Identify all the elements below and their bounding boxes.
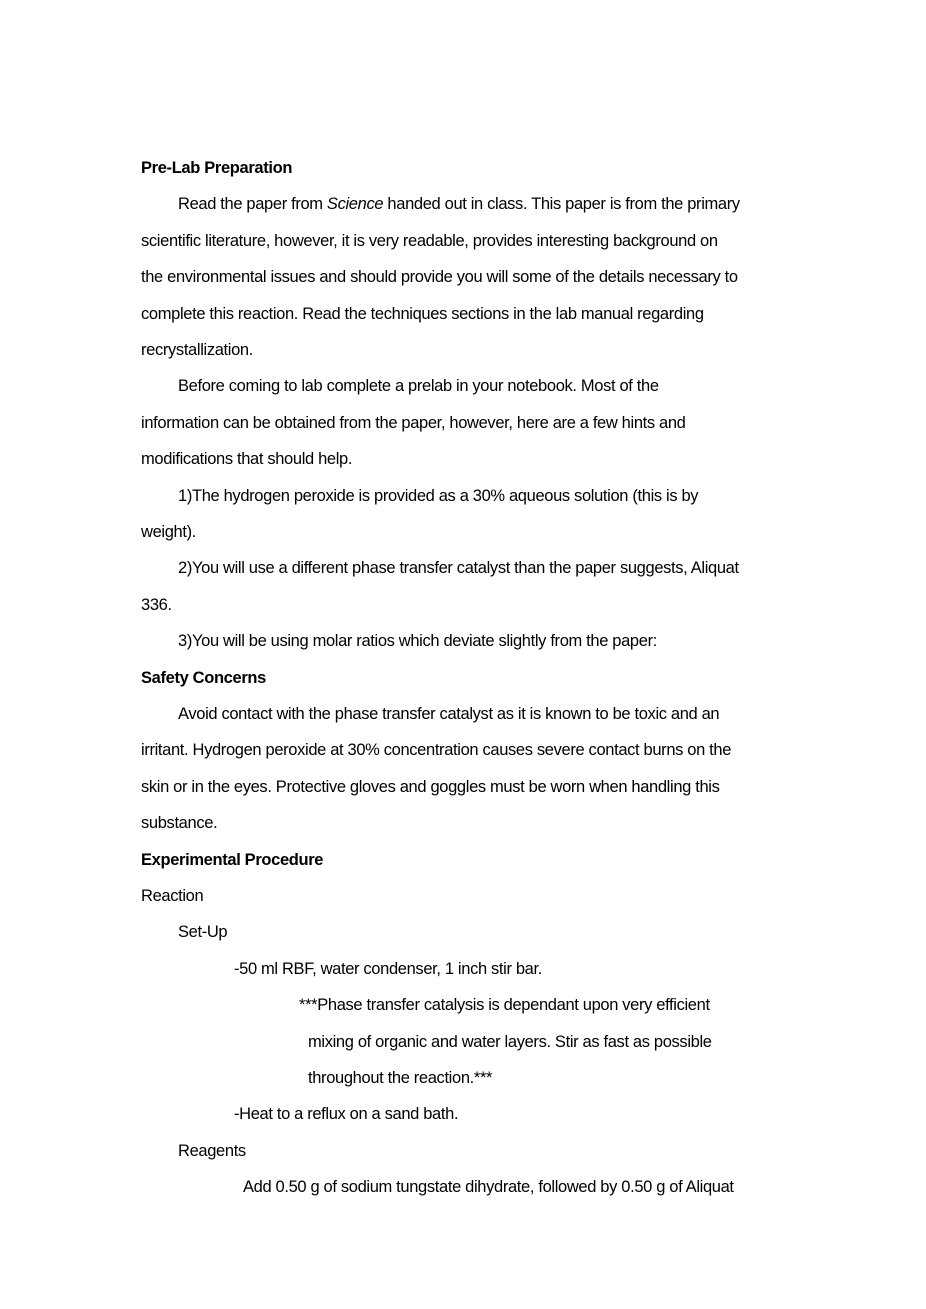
prelab-paragraph-line: complete this reaction. Read the techniques sections in the lab manual regarding xyxy=(141,305,704,323)
procedure-heading: Experimental Procedure xyxy=(141,851,324,869)
prelab-paragraph-line: scientific literature, however, it is very readable, provides interesting background on xyxy=(141,232,718,250)
setup-note-line: throughout the reaction.*** xyxy=(308,1069,493,1087)
hint-line: 1)The hydrogen peroxide is provided as a 30% aqueous solution (this is by xyxy=(178,487,699,505)
hint-line: weight). xyxy=(141,523,196,541)
safety-paragraph-line: irritant. Hydrogen peroxide at 30% concentration causes severe contact burns on the xyxy=(141,741,732,759)
setup-note-line: mixing of organic and water layers. Stir as fast as possible xyxy=(308,1033,712,1051)
safety-heading: Safety Concerns xyxy=(141,669,266,687)
prelab-paragraph-line: recrystallization. xyxy=(141,341,253,359)
hint-line: 2)You will use a different phase transfer catalyst than the paper suggests, Aliquat xyxy=(178,559,739,577)
hint-line: 336. xyxy=(141,596,172,614)
prelab-paragraph-line: information can be obtained from the paper, however, here are a few hints and xyxy=(141,414,686,432)
prelab-text: handed out in class. This paper is from the primary xyxy=(383,195,740,213)
prelab-text: Read the paper from xyxy=(178,195,327,213)
reagents-subheading: Reagents xyxy=(178,1142,246,1160)
prelab-paragraph-line: modifications that should help. xyxy=(141,450,353,468)
journal-title: Science xyxy=(326,195,384,213)
prelab-heading: Pre-Lab Preparation xyxy=(141,159,293,177)
safety-paragraph-line: skin or in the eyes. Protective gloves and goggles must be worn when handling this xyxy=(141,778,720,796)
prelab-paragraph-line xyxy=(178,194,740,214)
setup-subheading: Set-Up xyxy=(178,923,228,941)
setup-item: -Heat to a reflux on a sand bath. xyxy=(234,1105,459,1123)
reaction-subheading: Reaction xyxy=(141,887,204,905)
reagents-paragraph-line: Add 0.50 g of sodium tungstate dihydrate, followed by 0.50 g of Aliquat xyxy=(243,1178,734,1196)
safety-paragraph-line: substance. xyxy=(141,814,218,832)
hint-line: 3)You will be using molar ratios which deviate slightly from the paper: xyxy=(178,632,657,650)
prelab-paragraph-line: the environmental issues and should provide you will some of the details necessary to xyxy=(141,268,738,286)
safety-paragraph-line: Avoid contact with the phase transfer catalyst as it is known to be toxic and an xyxy=(178,705,720,723)
prelab-paragraph-line: Before coming to lab complete a prelab in your notebook. Most of the xyxy=(178,377,659,395)
setup-note-line: ***Phase transfer catalysis is dependant upon very efficient xyxy=(299,996,710,1014)
setup-item: -50 ml RBF, water condenser, 1 inch stir bar. xyxy=(234,960,542,978)
